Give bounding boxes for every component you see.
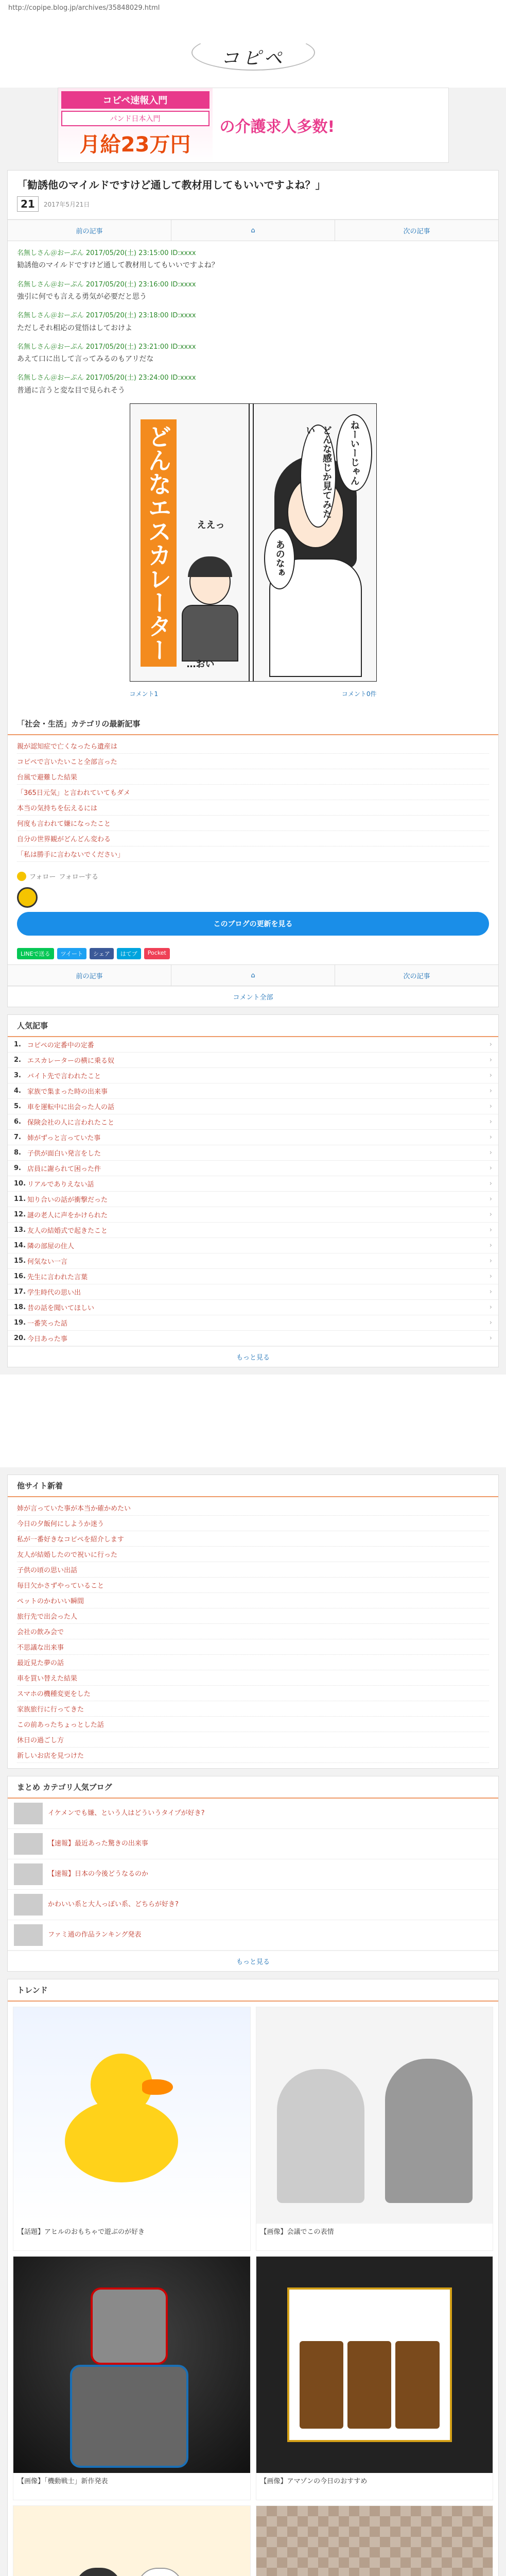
- trend-card[interactable]: [13, 2256, 251, 2500]
- article-date: [17, 196, 489, 212]
- ranking-label: リアルでありえない話: [27, 1181, 94, 1189]
- trend-card[interactable]: [13, 2007, 251, 2251]
- caption-left[interactable]: コメント1: [129, 690, 159, 698]
- blog-list-item[interactable]: [8, 1799, 498, 1829]
- ranking-item[interactable]: [8, 1130, 498, 1145]
- trend-card[interactable]: [256, 2007, 494, 2251]
- ranking-item[interactable]: [8, 1068, 498, 1083]
- ranking-number: 11.: [14, 1195, 26, 1204]
- ranking-label: バイト先で言われたこと: [27, 1073, 101, 1081]
- blog-thumbnail: [14, 1803, 43, 1824]
- prev-article-link[interactable]: 前の記事: [8, 220, 171, 241]
- home-link[interactable]: [171, 220, 335, 241]
- trend-image-robot: [13, 2257, 250, 2473]
- response-body: あえて口に出して言ってみるのもアリだな: [17, 355, 154, 364]
- popular-item[interactable]: この前あったちょっとした話: [17, 1717, 489, 1732]
- popular-container: [7, 1475, 499, 1769]
- ranking-number: 15.: [14, 1257, 26, 1265]
- response-body: ただしそれ相応の覚悟はしておけよ: [17, 324, 132, 332]
- ranking-item[interactable]: [8, 1269, 498, 1284]
- related-item[interactable]: 親が認知症で亡くなったら遺産は: [17, 738, 489, 754]
- trend-title: トレンド: [8, 1979, 498, 2002]
- blog-thumbnail: [14, 1924, 43, 1946]
- manga-illustration[interactable]: [130, 403, 377, 682]
- chevron-right-icon: ›: [489, 1087, 492, 1095]
- related-item[interactable]: コピペで言いたいこと全部言った: [17, 754, 489, 769]
- ranking-number: 19.: [14, 1319, 26, 1327]
- blog-item-text: ファミ通の作品ランキング発表: [48, 1931, 142, 1939]
- panel-divider: [249, 404, 254, 681]
- popular-item[interactable]: 不思議な出来事: [17, 1639, 489, 1655]
- ranking-item[interactable]: [8, 1037, 498, 1053]
- share-pocket-button[interactable]: Pocket: [144, 948, 170, 959]
- popular-list: [8, 1497, 498, 1768]
- date-box: [17, 196, 39, 212]
- chevron-right-icon: ›: [489, 1195, 492, 1204]
- follow-button[interactable]: このブログの更新を見る: [17, 912, 489, 936]
- manga-banner: どんなエスカレーター: [141, 419, 177, 667]
- chevron-right-icon: ›: [489, 1242, 492, 1250]
- ranking-number: 17.: [14, 1288, 26, 1296]
- ranking-number: 2.: [14, 1056, 21, 1064]
- ranking-label: 先生に言われた言葉: [27, 1274, 88, 1282]
- response: [17, 372, 489, 397]
- ranking-label: 謎の老人に声をかけられた: [27, 1212, 108, 1220]
- ad-left: [58, 88, 213, 162]
- response-body: 勧誘他のマイルドですけど通して教材用してもいいですよね？: [17, 261, 219, 270]
- comment-all-link[interactable]: コメント全部: [8, 986, 498, 1007]
- ranking-label: コピペの定番中の定番: [27, 1042, 94, 1050]
- post-body: [8, 241, 498, 713]
- ranking-item[interactable]: [8, 1300, 498, 1315]
- related-item[interactable]: 台風で避難した結果: [17, 769, 489, 785]
- man-hair: [188, 556, 232, 577]
- blog-list-container: [7, 1776, 499, 1972]
- next-article-link[interactable]: 次の記事: [335, 220, 498, 241]
- trend-caption: 【画像】会議でこの表情: [260, 2228, 334, 2236]
- ranking-label: 隣の部屋の住人: [27, 1243, 75, 1251]
- response-head: 名無しさん＠おーぷん 2017/05/20(土) 23:16:00 ID:xxxx: [17, 280, 196, 289]
- date-day: 21: [21, 198, 35, 210]
- trend-card[interactable]: [256, 2256, 494, 2500]
- follow-icon: [17, 872, 26, 881]
- ranking-number: 18.: [14, 1303, 26, 1312]
- ranking-item[interactable]: [8, 1099, 498, 1114]
- manga-sfx-1: ええっ: [197, 519, 225, 531]
- ranking-item[interactable]: [8, 1223, 498, 1238]
- manga-sfx-2: …おい: [186, 658, 215, 670]
- follow-label[interactable]: フォロー: [29, 873, 56, 882]
- blog-item-text: かわいい系と大人っぽい系、どちらが好き?: [48, 1901, 179, 1909]
- blog-list-item[interactable]: [8, 1920, 498, 1951]
- article-container: [7, 170, 499, 1007]
- ranking-item[interactable]: [8, 1253, 498, 1269]
- speech-bubble-3: あのなぁ: [264, 528, 295, 589]
- chevron-right-icon: ›: [489, 1149, 492, 1157]
- response: [17, 341, 489, 366]
- robot-body: [70, 2365, 188, 2468]
- blog-list-title: まとめ カテゴリ人気ブログ: [8, 1776, 498, 1799]
- speech-bubble-2: どんな感じか見てみたい: [300, 425, 336, 528]
- chevron-right-icon: ›: [489, 1257, 492, 1265]
- blog-thumbnail: [14, 1863, 43, 1885]
- trend-image-gift: [256, 2257, 493, 2473]
- ad-copy: の介護求人多数!: [219, 118, 335, 136]
- chevron-right-icon: ›: [489, 1288, 492, 1296]
- ranking-item[interactable]: [8, 1083, 498, 1099]
- blog-list-item[interactable]: [8, 1829, 498, 1859]
- ranking-list: [8, 1037, 498, 1346]
- ranking-label: 何気ない一言: [27, 1258, 68, 1266]
- popular-item[interactable]: 今日の夕飯何にしようか迷う: [17, 1516, 489, 1531]
- trend-caption: 【話題】アヒルのおもちゃで遊ぶのが好き: [18, 2228, 145, 2236]
- ad-right: [213, 88, 448, 162]
- bride: [137, 2568, 183, 2576]
- ranking-number: 7.: [14, 1133, 21, 1142]
- follow-row: [8, 867, 498, 885]
- ranking-number: 8.: [14, 1149, 21, 1157]
- popular-item[interactable]: 車を買い替えた結果: [17, 1670, 489, 1686]
- popular-item[interactable]: スマホの機種変更をした: [17, 1686, 489, 1701]
- article-nav-bottom: [8, 964, 498, 986]
- ranking-item[interactable]: [8, 1161, 498, 1176]
- share-tweet-button[interactable]: ツイート: [57, 948, 86, 959]
- speech-bubble-1: ねーいーじゃん: [336, 414, 372, 492]
- response: [17, 247, 489, 273]
- ranking-item[interactable]: [8, 1315, 498, 1331]
- ranking-item[interactable]: [8, 1207, 498, 1223]
- blog-list-more-link[interactable]: もっと見る: [8, 1951, 498, 1971]
- trend-card[interactable]: [13, 2505, 251, 2576]
- ranking-label: 知り合いの話が衝撃だった: [27, 1196, 108, 1205]
- duck-bill: [142, 2079, 173, 2095]
- man-body: [182, 605, 238, 662]
- related-item[interactable]: 「私は勝手に言わないでください」: [17, 846, 489, 862]
- ad-banner[interactable]: [58, 88, 449, 163]
- related-item[interactable]: 自分の世界観がどんどん変わる: [17, 831, 489, 846]
- popular-item[interactable]: 最近見た夢の話: [17, 1655, 489, 1670]
- share-line-button[interactable]: LINEで送る: [17, 948, 54, 959]
- ranking-label: 車を運転中に出会った人の話: [27, 1104, 115, 1112]
- popular-item[interactable]: 私が一番好きなコピペを紹介します: [17, 1531, 489, 1547]
- response-head: 名無しさん＠おーぷん 2017/05/20(土) 23:24:00 ID:xxxx: [17, 374, 196, 382]
- ranking-number: 20.: [14, 1334, 26, 1343]
- ranking-label: 昔の話を聞いてほしい: [27, 1304, 95, 1313]
- related-item[interactable]: 本当の気持ちを伝えるには: [17, 800, 489, 816]
- response-body: 普通に言うと変な目で見られそう: [17, 386, 125, 395]
- ranking-label: 保険会社の人に言われたこと: [27, 1119, 115, 1127]
- related-item[interactable]: 何度も言われて嫌になったこと: [17, 816, 489, 831]
- trend-image-duck: [13, 2007, 250, 2224]
- next-article-link[interactable]: 次の記事: [335, 965, 498, 986]
- ranking-number: 1.: [14, 1041, 21, 1049]
- trend-caption: 【画像】「機動戦士」新作発表: [18, 2478, 108, 2486]
- gift-box: [287, 2287, 452, 2442]
- ranking-label: 一番笑った話: [27, 1320, 68, 1328]
- chevron-right-icon: ›: [489, 1103, 492, 1111]
- chevron-right-icon: ›: [489, 1133, 492, 1142]
- chevron-right-icon: ›: [489, 1273, 492, 1281]
- ranking-item[interactable]: [8, 1114, 498, 1130]
- popular-item[interactable]: 休日の過ごし方: [17, 1732, 489, 1748]
- home-icon: ⌂: [251, 226, 255, 234]
- chevron-right-icon: ›: [489, 1180, 492, 1188]
- ad-big-text: 月給23万円: [79, 133, 191, 157]
- robot-head: [91, 2287, 168, 2365]
- ranking-label: 店員に謝られて困った件: [27, 1165, 101, 1174]
- trend-grid: [8, 2002, 498, 2576]
- chevron-right-icon: ›: [489, 1319, 492, 1327]
- home-icon: ⌂: [251, 971, 255, 979]
- related-item[interactable]: 「365日元気」と言われていてもダメ: [17, 785, 489, 800]
- ranking-item[interactable]: [8, 1053, 498, 1068]
- ranking-number: 13.: [14, 1226, 26, 1234]
- ranking-label: 友人の結婚式で起きたこと: [27, 1227, 108, 1235]
- caption-right[interactable]: コメント0件: [341, 690, 377, 698]
- trend-container: [7, 1979, 499, 2576]
- prev-article-link[interactable]: 前の記事: [8, 965, 171, 986]
- response: [17, 310, 489, 335]
- ad-sub: パンド日本入門: [61, 111, 210, 126]
- response-head: 名無しさん＠おーぷん 2017/05/20(土) 23:15:00 ID:xxxx: [17, 249, 196, 257]
- image-caption-row: [130, 687, 377, 707]
- follow-sub[interactable]: フォローする: [59, 873, 99, 882]
- trend-image-meeting: [256, 2007, 493, 2224]
- related-list: [8, 735, 498, 867]
- ranking-item[interactable]: [8, 1192, 498, 1207]
- ranking-item[interactable]: [8, 1238, 498, 1253]
- site-logo[interactable]: [171, 24, 336, 81]
- article-head: [8, 171, 498, 219]
- article-title: 「勧誘他のマイルドですけど通して教材用してもいいですよね？」: [17, 179, 326, 191]
- ranking-number: 12.: [14, 1211, 26, 1219]
- ranking-number: 6.: [14, 1118, 21, 1126]
- url-bar[interactable]: http://copipe.blog.jp/archives/35848029.html: [0, 0, 506, 18]
- chevron-right-icon: ›: [489, 1226, 492, 1234]
- gift-items: [300, 2341, 440, 2429]
- ad-label: コピペ速報入門: [61, 91, 210, 109]
- ranking-label: エスカレーターの横に乗る奴: [27, 1057, 115, 1065]
- site-header: [0, 18, 506, 88]
- ranking-item[interactable]: [8, 1145, 498, 1161]
- ranking-label: 家族で集まった時の出来事: [27, 1088, 108, 1096]
- response-head: 名無しさん＠おーぷん 2017/05/20(土) 23:21:00 ID:xxxx: [17, 343, 196, 351]
- share-facebook-button[interactable]: シェア: [90, 948, 114, 959]
- share-row: [8, 943, 498, 964]
- ranking-more-link[interactable]: もっと見る: [8, 1346, 498, 1367]
- blog-list-item[interactable]: [8, 1859, 498, 1890]
- ranking-title: 人気記事: [8, 1015, 498, 1037]
- popular-title: 他サイト新着: [8, 1475, 498, 1497]
- article-nav-top: [8, 219, 498, 241]
- ranking-number: 10.: [14, 1180, 26, 1188]
- chevron-right-icon: ›: [489, 1303, 492, 1312]
- popular-item[interactable]: 姉が言っていた事が本当か確かめたい: [17, 1500, 489, 1516]
- gift-item: [300, 2341, 343, 2429]
- response: [17, 279, 489, 304]
- popular-item[interactable]: 子供の頃の思い出話: [17, 1562, 489, 1578]
- popular-item[interactable]: 毎日欠かさずやっていること: [17, 1578, 489, 1593]
- blog-avatar[interactable]: [17, 887, 38, 908]
- logo-text: コピペ: [220, 48, 286, 69]
- blog-item-text: イケメンでも嫌、という人はどういうタイプが好き?: [48, 1809, 205, 1818]
- popular-item[interactable]: 旅行先で出会った人: [17, 1608, 489, 1624]
- chevron-right-icon: ›: [489, 1041, 492, 1049]
- gift-item: [395, 2341, 439, 2429]
- popular-item[interactable]: 会社の飲み会で: [17, 1624, 489, 1639]
- chevron-right-icon: ›: [489, 1211, 492, 1219]
- blog-item-text: 【速報】日本の今後どうなるのか: [48, 1870, 149, 1878]
- chevron-right-icon: ›: [489, 1072, 492, 1080]
- ranking-number: 5.: [14, 1103, 21, 1111]
- response-head: 名無しさん＠おーぷん 2017/05/20(土) 23:18:00 ID:xxxx: [17, 312, 196, 320]
- related-title: 「社会・生活」カテゴリの最新記事: [8, 713, 498, 735]
- ranking-label: 子供が面白い発言をした: [27, 1150, 101, 1158]
- response-body: 強引に何でも言える勇気が必要だと思う: [17, 292, 147, 301]
- trend-image-couple: [13, 2506, 250, 2576]
- blog-item-text: 【速報】最近あった驚きの出来事: [48, 1840, 148, 1848]
- chevron-right-icon: ›: [489, 1334, 492, 1343]
- chevron-right-icon: ›: [489, 1118, 492, 1126]
- ranking-number: 9.: [14, 1164, 21, 1173]
- ranking-label: 今日あった事: [27, 1335, 67, 1344]
- blog-list-item[interactable]: [8, 1890, 498, 1920]
- blank-space: [0, 1375, 506, 1467]
- ranking-item[interactable]: [8, 1331, 498, 1346]
- trend-caption: 【画像】アマゾンの今日のおすすめ: [260, 2478, 368, 2486]
- date-meta: 2017年5月21日: [43, 200, 90, 208]
- groom: [75, 2568, 121, 2576]
- ranking-container: [7, 1014, 499, 1367]
- ranking-item[interactable]: [8, 1176, 498, 1192]
- blog-list: [8, 1799, 498, 1951]
- ranking-number: 4.: [14, 1087, 21, 1095]
- chevron-right-icon: ›: [489, 1164, 492, 1173]
- popular-item[interactable]: 友人が結婚したので祝いに行った: [17, 1547, 489, 1562]
- ranking-label: 姉がずっと言っていた事: [27, 1134, 101, 1143]
- person-left: [277, 2069, 364, 2203]
- ranking-number: 14.: [14, 1242, 26, 1250]
- ranking-label: 学生時代の思い出: [27, 1289, 81, 1297]
- ranking-number: 16.: [14, 1273, 26, 1281]
- popular-item[interactable]: 家族旅行に行ってきた: [17, 1701, 489, 1717]
- chevron-right-icon: ›: [489, 1056, 492, 1064]
- trend-image-mosaic: [256, 2506, 493, 2576]
- ranking-number: 3.: [14, 1072, 21, 1080]
- person-right: [385, 2059, 473, 2203]
- popular-item[interactable]: 新しいお店を見つけた: [17, 1748, 489, 1763]
- home-link[interactable]: [171, 965, 335, 986]
- blog-thumbnail: [14, 1833, 43, 1855]
- ranking-item[interactable]: [8, 1284, 498, 1300]
- manga-man: [182, 558, 238, 662]
- popular-item[interactable]: ペットのかわいい瞬間: [17, 1593, 489, 1608]
- gift-item: [347, 2341, 391, 2429]
- blog-thumbnail: [14, 1894, 43, 1916]
- share-hatena-button[interactable]: はてブ: [117, 948, 141, 959]
- trend-card[interactable]: [256, 2505, 494, 2576]
